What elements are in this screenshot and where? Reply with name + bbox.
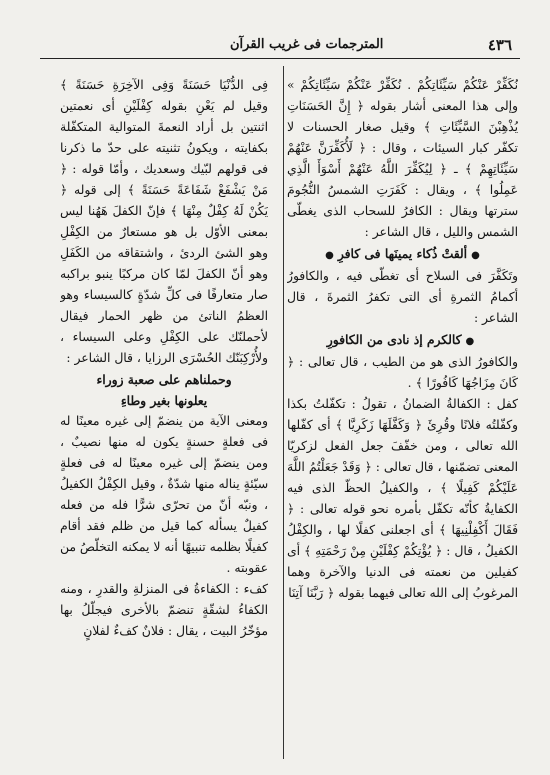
page-header	[40, 32, 520, 59]
entry-kafaa: كفء : الكفاءةُ فى المنزلةِ والقدرِ ، ومنه الكفاءُ لشقّةٍ تنضمّ بالأخرى فيجلّلُ بها مؤخّرُ البيت ، يقال : فلانٌ كفءٌ لفلانٍ	[60, 582, 268, 638]
paragraph: والكافورُ الذى هو من الطيب ، قال تعالى : ﴿ كَانَ مِزَاجُهَا كَافُورًا ﴾ .	[287, 355, 518, 390]
paragraph: نُكَفِّرْ عَنْكُمْ سَيِّئَاتِكُمْ . نُكَفِّرْ عَنْكُمْ سَيِّئَاتِكُمْ » وإلى هذا المعنى أشار بقوله ﴿ إِنَّ الحَسَنَاتِ يُذْهِبْنَ السَّيِّئَاتِ ﴾ وقيل صغار الحسنات لا تكفّر كبار السيئات ، وقال : ﴿ لَأُكَفِّرَنَّ عَنْهُمْ سَيِّئَاتِهِمْ ﴾ ـ ﴿ لِيُكَفِّرَ اللَّهُ عَنْهُمْ أَسْوَأَ الَّذِي عَمِلُوا ﴾ ، ويقال : كَفَرَتِ الشمسُ النُّجُومَ سترتها ويقال : الكافرُ للسحاب الذى يغطّى الشمس والليل ، قال الشاعر :	[287, 78, 518, 239]
poem-line: ●ألقتْ ذُكاء يمينَها فى كافرِ●	[325, 246, 480, 261]
poem-text: كالكرم إذ نادى من الكافورِ	[326, 332, 462, 347]
poem-line: يعلونها بغير وطاءِ	[120, 393, 208, 408]
right-column	[287, 75, 518, 763]
poem-text: ألقتْ ذُكاء يمينَها فى كافرِ	[337, 246, 468, 261]
page-number: ٤٣٦	[487, 36, 512, 54]
column-divider	[283, 66, 284, 759]
paragraph: ومعنى الآية من ينضمّ إلى غيره معينًا له فى فعلةٍ حسنةٍ يكون له منها نصيبٌ ، ومن ينضمّ إلى غيره معينًا له فى فعلةٍ سيّئةٍ يناله منها شدّةٌ ، وقيل الكِفْلُ الكفيلُ ، ونبّه أنّ من تحرّى شرًّا فله من فعله كفيلٌ يسأله كما قيل من ظلم فقد أقام كفيلًا بظلمه تنبيهًا أنه لا يمكنه التخلّصُ من عقوبته .	[60, 414, 268, 575]
paragraph: وتَكَفَّرَ فى السلاح أى تغطّى فيه ، والكافورُ أكمامُ الثمرةِ أى التى تكفرُ الثمرةَ ، قال الشاعر :	[287, 269, 518, 325]
poem-line: وحملناهم على صعبة زوراء	[96, 372, 232, 387]
paragraph: فِى الدُّنْيَا حَسَنَةً وَفِى الآخِرَةِ حَسَنَةً ﴾ وقيل لم يَعْنِ بقوله كِفْلَيْنِ أى نعمتين اثنتين بل أراد النعمةَ المتوالية المتكفّلة بكفايته ، ويكونُ تثنيته على حدّ ما ذكرنا فى قولهم لبّيك وسعديك ، وأمّا قوله : ﴿ مَنْ يَشْفَعْ شَفَاعَةً حَسَنَةً ﴾ إلى قوله ﴿ يَكُنْ لَهُ كِفْلٌ مِنْهَا ﴾ فإنّ الكفلَ هَهُنا ليس بمعنى الأوّل بل هو مستعارٌ من الكِفْلِ وهو الشئ الردئ ، واشتقاقه من الكَفَلِ وهو أنّ الكفلَ لمّا كان مركبًا ينبو براكبه صار متعارفًا فى كلِّ شدّةٍ كالسيساء وهو العظمُ الناتئ من ظهر الحمار فيقال لأحملنّك على الكِفْلِ وعلى السيساء ، ولأُرْكِبَنّك الحُسْرَى الرزايا ، قال الشاعر :	[60, 78, 268, 365]
left-column	[60, 75, 268, 763]
entry-kafala: كفل : الكفالةُ الضمانُ ، تقولُ : تكفّلتُ بكذا وكفّلتُه فلانًا وقُرِئَ ﴿ وَكَفَّلَهَا زَكَرِيَّا ﴾ أى كفّلها الله تعالى ، ومن خفّفَ جعل الفعل لزكريّا المعنى تضمّنها ، قال تعالى : ﴿ وَقَدْ جَعَلْتُمُ اللَّهَ عَلَيْكُمْ كَفِيلًا ﴾ ، والكفيلُ الحظّ الذى فيه الكفايةُ كأنّه تكفّل بأمره نحو قوله تعالى : ﴿ فَقَالَ أَكْفِلْنِيهَا ﴾ أى اجعلنى كفلًا لها ، والكِفْلُ الكفيلُ ، قال : ﴿ يُؤْتِكُمْ كِفْلَيْنِ مِنْ رَحْمَتِهِ ﴾ أى كفيلين من نعمته فى الدنيا والآخرة وهما المرغوبُ إلى الله تعالى فيهما بقوله ﴿ رَبَّنَا آتِنَا	[287, 397, 518, 600]
poem-line: ●كالكرم إذ نادى من الكافورِ	[326, 332, 475, 347]
running-title: المترجمات فى غريب القرآن	[230, 37, 384, 52]
